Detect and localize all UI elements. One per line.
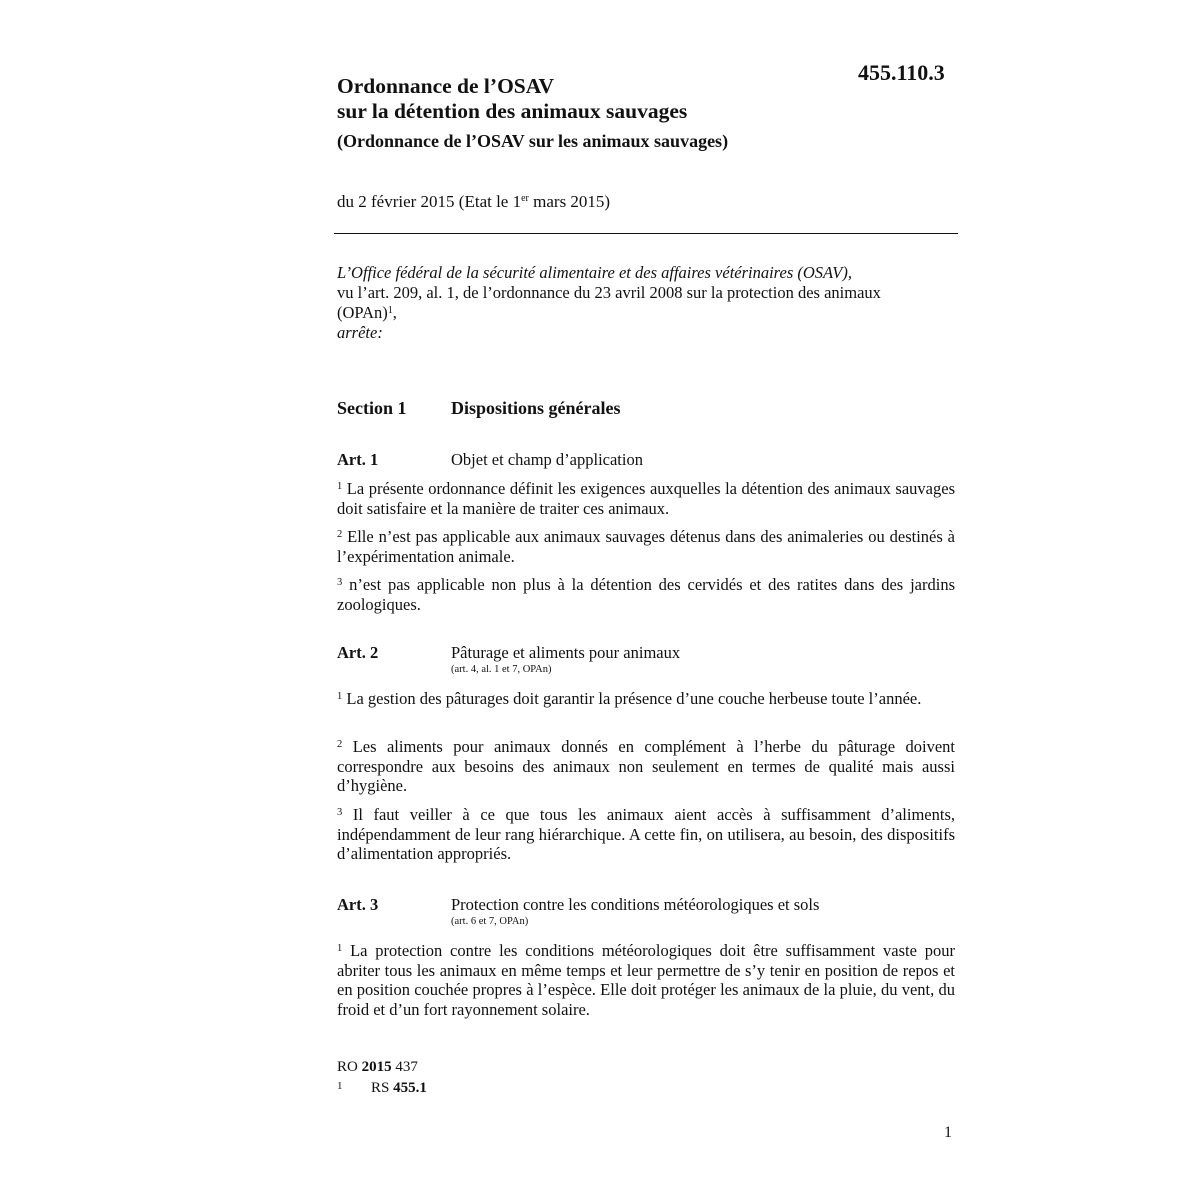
section-heading	[337, 398, 955, 419]
preamble-basis-line-1: vu l’art. 209, al. 1, de l’ordonnance du 23 avril 2008 sur la protection des animaux	[337, 283, 881, 302]
page-number: 1	[944, 1124, 952, 1141]
footnotes	[337, 1058, 427, 1098]
article-number: Art. 2	[337, 643, 379, 662]
article-number: Art. 3	[337, 895, 379, 914]
paragraph-number: 1	[337, 691, 343, 702]
footnote-reference[interactable]: 455.1	[393, 1080, 427, 1096]
paragraph-text: n’est pas applicable non plus à la détention des cervidés et des ratites dans des jardins zoologiques.	[337, 575, 955, 614]
preamble	[337, 263, 955, 343]
article-paragraph	[337, 941, 955, 1019]
footnote-1	[337, 1077, 427, 1098]
article-paragraph	[337, 575, 955, 614]
article-legal-reference: (art. 6 et 7, OPAn)	[451, 916, 529, 927]
preamble-authority: L’Office fédéral de la sécurité alimentaire et des affaires vétérinaires (OSAV),	[337, 263, 852, 282]
date-prefix: du 2 février 2015 (Etat le 1	[337, 192, 522, 211]
paragraph-number: 1	[337, 943, 343, 954]
article-title: Objet et champ d’application	[451, 450, 643, 469]
article-title: Pâturage et aliments pour animaux	[451, 643, 681, 662]
article-paragraph	[337, 737, 955, 796]
footnote-prefix: RS	[371, 1080, 394, 1096]
title-block	[337, 74, 957, 152]
article-paragraph	[337, 689, 955, 709]
article-title-block	[451, 895, 819, 928]
article-title-block	[451, 643, 680, 676]
preamble-decree: arrête:	[337, 323, 383, 342]
date-suffix: mars 2015)	[528, 192, 611, 211]
official-compilation-ref	[337, 1058, 427, 1077]
article-heading	[337, 450, 955, 470]
paragraph-text: Les aliments pour animaux donnés en complément à l’herbe du pâturage doivent correspondre aux besoins des animaux non seulement en termes de qualité mais aussi d’hygiène.	[337, 737, 955, 795]
title-line-1: Ordonnance de l’OSAV	[337, 74, 555, 98]
paragraph-text: Il faut veiller à ce que tous les animaux aient accès à suffisamment d’aliments, indépendamment de leur rang hiérarchique. A cette fin, on utilisera, au besoin, des dispositifs d’alimentation appropriés.	[337, 805, 955, 863]
paragraph-text: Elle n’est pas applicable aux animaux sauvages détenus dans des animaleries ou destinés à l’expérimentation animale.	[337, 527, 955, 566]
paragraph-number: 2	[337, 739, 343, 750]
article-paragraph	[337, 527, 955, 566]
paragraph-number: 3	[337, 577, 343, 588]
ro-page: 437	[391, 1059, 418, 1075]
ro-prefix: RO	[337, 1059, 362, 1075]
title-line-2: sur la détention des animaux sauvages	[337, 99, 688, 123]
paragraph-number: 3	[337, 807, 343, 818]
paragraph-text: La présente ordonnance définit les exigences auxquelles la détention des animaux sauvages doit satisfaire et la manière de traiter ces animaux.	[337, 479, 955, 518]
article-heading	[337, 895, 955, 928]
short-title: (Ordonnance de l’OSAV sur les animaux sauvages)	[337, 131, 729, 151]
article-heading	[337, 643, 955, 676]
date-line	[337, 192, 610, 212]
preamble-basis-text: (OPAn)	[337, 303, 388, 322]
section-number: Section 1	[337, 398, 407, 418]
header-divider	[334, 233, 958, 234]
preamble-basis-line-2	[337, 303, 955, 323]
article-number: Art. 1	[337, 450, 379, 469]
section-title: Dispositions générales	[451, 398, 621, 418]
preamble-basis-tail: ,	[392, 303, 397, 322]
paragraph-text: La gestion des pâturages doit garantir la présence d’une couche herbeuse toute l’année.	[342, 689, 922, 708]
ro-year: 2015	[361, 1059, 392, 1075]
article-paragraph	[337, 805, 955, 864]
paragraph-number: 1	[337, 481, 343, 492]
article-title: Protection contre les conditions météorologiques et sols	[451, 895, 820, 914]
date-superscript: er	[521, 193, 529, 204]
paragraph-number: 2	[337, 529, 343, 540]
sr-number: 455.110.3	[858, 60, 945, 85]
footnote-ref-1[interactable]: 1	[387, 305, 393, 316]
footnote-marker: 1	[337, 1080, 343, 1092]
paragraph-text: La protection contre les conditions météorologiques doit être suffisamment vaste pour abriter tous les animaux en même temps et leur permettre de s’y tenir en position de repos et en position couchée propres à l’espèce. Elle doit protéger les animaux de la pluie, du vent, du froid et d’un fort rayonnement solaire.	[337, 941, 955, 1019]
article-legal-reference: (art. 4, al. 1 et 7, OPAn)	[451, 664, 552, 675]
article-paragraph	[337, 479, 955, 518]
